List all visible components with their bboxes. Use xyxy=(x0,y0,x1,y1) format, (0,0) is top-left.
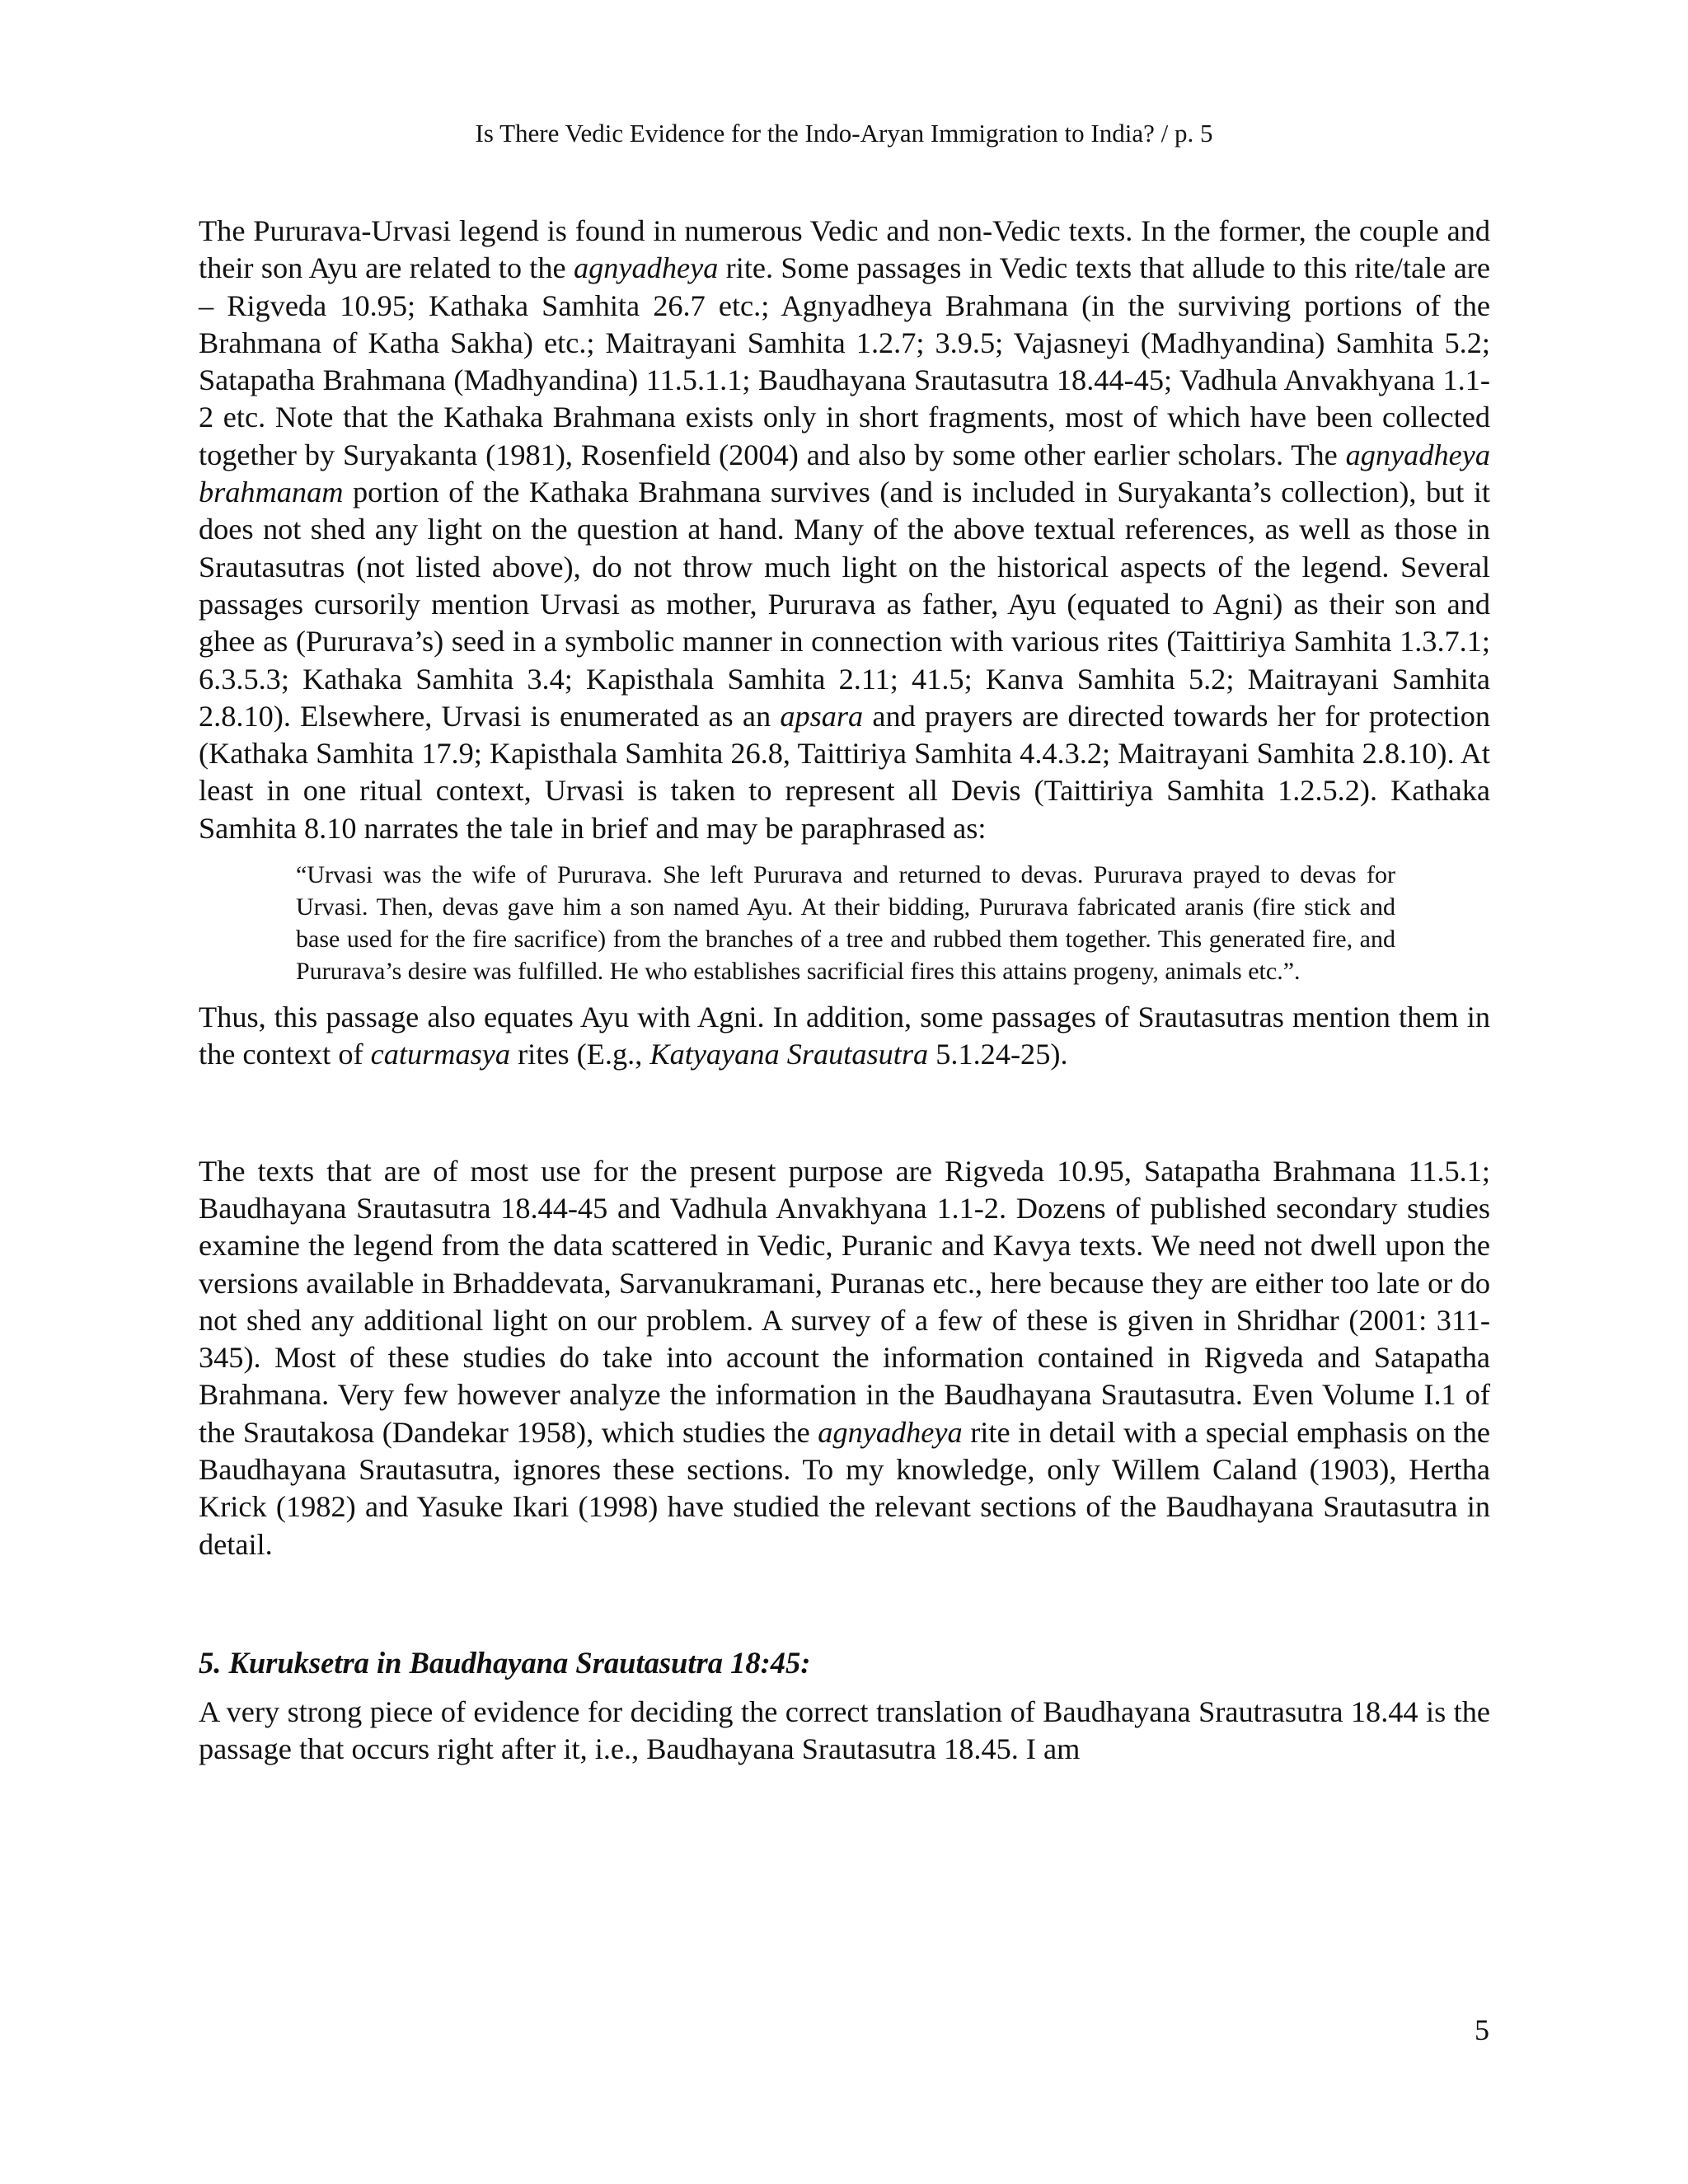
paragraph-ayu-agni xyxy=(199,999,1490,1074)
paragraph-kuruksetra: A very strong piece of evidence for deciding the correct translation of Baudhayana Srautrasutra 18.44 is the passage that occurs right after it, i.e., Baudhayana Srautasutra 18.45. I am xyxy=(199,1694,1490,1766)
paragraph-text: Thus, this passage also equates Ayu with Agni. In addition, some passages of Srautasutras mention them in the context of xyxy=(199,1001,1490,1071)
section-heading: 5. Kuruksetra in Baudhayana Srautasutra 18:45: xyxy=(199,1645,811,1680)
paragraph-text: 5.1.24-25). xyxy=(928,1038,1068,1071)
page-body xyxy=(199,213,1490,1769)
spacer xyxy=(199,1074,1490,1153)
spacer xyxy=(199,1563,1490,1644)
italic-term: caturmasya xyxy=(370,1038,511,1071)
paragraph-text: The texts that are of most use for the present purpose are Rigveda 10.95, Satapatha Brahmana 11.5.1; Baudhayana Srautasutra 18.44-45 and Vadhula Anvakhyana 1.1-2. Dozens of published secondary studies examine the legend from the data scattered in Vedic, Puranic and Kavya texts. We need not dwell upon the versions available in Brhaddevata, Sarvanukramani, Puranas etc., here because they are either too late or do not shed any additional light on our problem. A survey of a few of these is given in Shridhar (2001: 311-345). Most of these studies do take into account the information contained in Rigveda and Satapatha Brahmana. Very few however analyze the information in the Baudhayana Srautasutra. Even Volume I.1 of the Srautakosa (Dandekar 1958), which studies the xyxy=(199,1154,1490,1449)
block-quote-kathaka: “Urvasi was the wife of Pururava. She left Pururava and returned to devas. Pururava prayed to devas for Urvasi. Then, devas gave him a son named Ayu. At their bidding, Pururava fabricated aranis (fire stick and base used for the fire sacrifice) from the branches of a tree and rubbed them together. This generated fire, and Pururava’s desire was fulfilled. He who establishes sacrificial fires this attains progeny, animals etc.”. xyxy=(296,861,1395,986)
paragraph-text: The Pururava-Urvasi legend is found in numerous Vedic and non-Vedic texts. In the former, the couple and their son Ayu are related to the xyxy=(199,214,1490,285)
page-number: 5 xyxy=(1475,2013,1489,2046)
paragraph-legend-sources xyxy=(199,213,1490,847)
italic-term: agnyadheya xyxy=(818,1415,963,1449)
italic-term: agnyadheya xyxy=(573,251,719,285)
italic-title: Katyayana Srautasutra xyxy=(649,1038,929,1071)
paragraph-text: portion of the Kathaka Brahmana survives (and is included in Suryakanta’s collection), but it does not shed any light on the question at hand. Many of the above textual references, as well as those in Srautasutras (not listed above), do not throw much light on the historical aspects of the legend. Several passages cursorily mention Urvasi as mother, Pururava as father, Ayu (equated to Agni) as their son and ghee as (Pururava’s) seed in a symbolic manner in connection with various rites (Taittiriya Samhita 1.3.7.1; 6.3.5.3; Kathaka Samhita 3.4; Kapisthala Samhita 2.11; 41.5; Kanva Samhita 5.2; Maitrayani Samhita 2.8.10). Elsewhere, Urvasi is enumerated as an xyxy=(199,476,1490,733)
paragraph-text: rite. Some passages in Vedic texts that allude to this rite/tale are – Rigveda 10.95; Kathaka Samhita 26.7 etc.; Agnyadheya Brahmana (in the surviving portions of the Brahmana of Katha Sakha) etc.; Maitrayani Samhita 1.2.7; 3.9.5; Vajasneyi (Madhyandina) Samhita 5.2; Satapatha Brahmana (Madhyandina) 11.5.1.1; Baudhayana Srautasutra 18.44-45; Vadhula Anvakhyana 1.1-2 etc. Note that the Kathaka Brahmana exists only in short fragments, most of which have been collected together by Suryakanta (1981), Rosenfield (2004) and also by some other earlier scholars. The xyxy=(199,251,1490,471)
italic-term: agnyadheya brahmanam xyxy=(199,438,1490,509)
paragraph-text: and prayers are directed towards her for protection (Kathaka Samhita 17.9; Kapisthala Samhita 26.8, Taittiriya Samhita 4.4.3.2; Maitrayani Samhita 2.8.10). At least in one ritual context, Urvasi is taken to represent all Devis (Taittiriya Samhita 1.2.5.2). Kathaka Samhita 8.10 narrates the tale in brief and may be paraphrased as: xyxy=(199,699,1491,845)
running-head: Is There Vedic Evidence for the Indo-Aryan Immigration to India? / p. 5 xyxy=(475,119,1213,148)
paragraph-text: rite in detail with a special emphasis on the Baudhayana Srautasutra, ignores these sections. To my knowledge, only Willem Caland (1903), Hertha Krick (1982) and Yasuke Ikari (1998) have studied the relevant sections of the Baudhayana Srautasutra in detail. xyxy=(199,1415,1491,1561)
paragraph-relevant-texts xyxy=(199,1153,1490,1563)
italic-term: apsara xyxy=(780,699,864,733)
paragraph-text: rites (E.g., xyxy=(510,1038,650,1071)
